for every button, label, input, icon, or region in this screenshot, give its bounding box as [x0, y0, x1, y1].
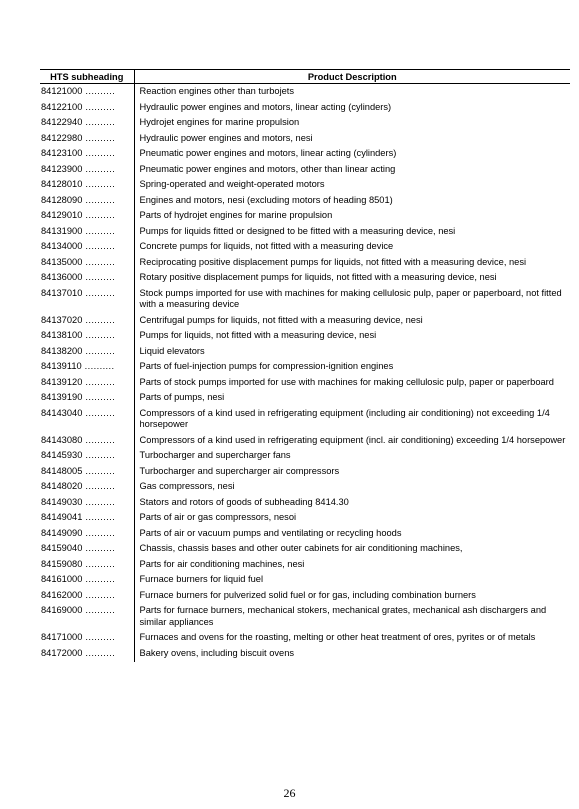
table-row	[40, 177, 570, 192]
leader-dots: ..........	[82, 605, 116, 616]
hts-code: 84129010	[41, 210, 83, 221]
table-row	[40, 239, 570, 254]
hts-code-cell	[40, 239, 134, 254]
leader-dots: ..........	[82, 376, 116, 387]
leader-dots: ..........	[82, 194, 116, 205]
hts-code-cell	[40, 587, 134, 602]
table-body	[40, 84, 570, 663]
table-header-row	[40, 70, 570, 84]
product-description: Parts of fuel-injection pumps for compression-ignition engines	[139, 361, 394, 372]
product-description: Stators and rotors of goods of subheading 8414.30	[139, 496, 349, 507]
product-description: Furnaces and ovens for the roasting, melting or other heat treatment of ores, pyrites or of metals	[139, 632, 536, 643]
product-description: Parts of pumps, nesi	[139, 392, 225, 403]
leader-dots: ..........	[82, 481, 116, 492]
hts-code: 84131900	[41, 225, 83, 236]
leader-dots: ..........	[82, 450, 116, 461]
table-row	[40, 479, 570, 494]
hts-code-cell	[40, 343, 134, 358]
leader-dots: ..........	[82, 392, 116, 403]
hts-code-cell	[40, 192, 134, 207]
table-row	[40, 343, 570, 358]
leader-dots: ..........	[82, 179, 116, 190]
hts-code-cell	[40, 312, 134, 327]
hts-code-cell	[40, 405, 134, 432]
hts-code: 84148005	[41, 465, 83, 476]
hts-code: 84159040	[41, 543, 83, 554]
hts-code-cell	[40, 161, 134, 176]
leader-dots: ..........	[82, 496, 116, 507]
table-row	[40, 541, 570, 556]
leader-dots: ..........	[82, 314, 116, 325]
leader-dots: ..........	[82, 210, 116, 221]
hts-code: 84139120	[41, 376, 83, 387]
hts-code-cell	[40, 448, 134, 463]
hts-code-cell	[40, 285, 134, 312]
table-row	[40, 603, 570, 630]
hts-code: 84135000	[41, 256, 83, 267]
hts-code: 84139190	[41, 392, 83, 403]
table-row	[40, 374, 570, 389]
leader-dots: ..........	[82, 330, 116, 341]
hts-code: 84159080	[41, 558, 83, 569]
leader-dots: ..........	[82, 527, 116, 538]
product-description: Hydraulic power engines and motors, nesi	[139, 132, 313, 143]
product-description: Rotary positive displacement pumps for liquids, not fitted with a measuring device, nesi	[139, 272, 497, 283]
table-row	[40, 587, 570, 602]
product-description: Turbocharger and supercharger fans	[139, 450, 291, 461]
table-row	[40, 556, 570, 571]
hts-code: 84123100	[41, 148, 83, 159]
hts-code-cell	[40, 556, 134, 571]
hts-code: 84171000	[41, 632, 83, 643]
table-row	[40, 285, 570, 312]
hts-code-cell	[40, 254, 134, 269]
hts-code-cell	[40, 99, 134, 114]
hts-code-cell	[40, 328, 134, 343]
leader-dots: ..........	[82, 345, 116, 356]
product-description: Pneumatic power engines and motors, linear acting (cylinders)	[139, 148, 397, 159]
hts-code: 84149030	[41, 496, 83, 507]
table-row	[40, 390, 570, 405]
hts-code-cell	[40, 479, 134, 494]
hts-code-cell	[40, 432, 134, 447]
product-description: Compressors of a kind used in refrigerating equipment (including air conditioning) not exceeding 1/4 horsepower	[139, 407, 550, 430]
hts-code-cell	[40, 510, 134, 525]
hts-code: 84138200	[41, 345, 83, 356]
product-description: Pneumatic power engines and motors, other than linear acting	[139, 163, 396, 174]
hts-code: 84139110	[41, 361, 82, 372]
leader-dots: ..........	[82, 647, 116, 658]
hts-code-cell	[40, 390, 134, 405]
product-description: Parts of air or vacuum pumps and ventilating or recycling hoods	[139, 527, 402, 538]
hts-code-cell	[40, 359, 134, 374]
hts-code-cell	[40, 115, 134, 130]
table-row	[40, 405, 570, 432]
product-description: Spring-operated and weight-operated motors	[139, 179, 325, 190]
leader-dots: ..........	[82, 512, 116, 523]
table-row	[40, 312, 570, 327]
product-description: Pumps for liquids fitted or designed to be fitted with a measuring device, nesi	[139, 225, 456, 236]
product-description: Furnace burners for liquid fuel	[139, 574, 264, 585]
leader-dots: ..........	[82, 407, 116, 418]
table-row	[40, 99, 570, 114]
table-row	[40, 494, 570, 509]
hts-code: 84122940	[41, 117, 83, 128]
hts-code: 84148020	[41, 481, 83, 492]
hts-code-cell	[40, 208, 134, 223]
hts-code: 84162000	[41, 589, 83, 600]
leader-dots: ..........	[82, 465, 116, 476]
product-description: Parts of air or gas compressors, nesoi	[139, 512, 297, 523]
leader-dots: ..........	[82, 256, 116, 267]
table-row	[40, 510, 570, 525]
leader-dots: ..........	[82, 574, 116, 585]
table-row	[40, 115, 570, 130]
hts-code-cell	[40, 603, 134, 630]
product-description: Stock pumps imported for use with machines for making cellulosic pulp, paper or paperboard, not fitted with a measuring device	[139, 287, 562, 310]
table-row	[40, 130, 570, 145]
product-description: Chassis, chassis bases and other outer cabinets for air conditioning machines,	[139, 543, 463, 554]
leader-dots: ..........	[82, 101, 116, 112]
hts-code: 84136000	[41, 272, 83, 283]
product-description: Liquid elevators	[139, 345, 205, 356]
hts-code: 84145930	[41, 450, 83, 461]
hts-code: 84172000	[41, 647, 83, 658]
hts-table	[40, 69, 570, 662]
product-description: Centrifugal pumps for liquids, not fitted with a measuring device, nesi	[139, 314, 423, 325]
table-row	[40, 192, 570, 207]
leader-dots: ..........	[82, 272, 116, 283]
product-description: Furnace burners for pulverized solid fuel or for gas, including combination burners	[139, 589, 476, 600]
product-description: Bakery ovens, including biscuit ovens	[139, 647, 295, 658]
table-row	[40, 84, 570, 100]
hts-code: 84128090	[41, 194, 83, 205]
hts-code-cell	[40, 374, 134, 389]
product-description: Compressors of a kind used in refrigerating equipment (incl. air conditioning) exceeding 1/4 horsepower	[139, 434, 566, 445]
hts-code-cell	[40, 541, 134, 556]
hts-code: 84123900	[41, 163, 83, 174]
leader-dots: ..........	[82, 589, 116, 600]
table-row	[40, 572, 570, 587]
leader-dots: ..........	[81, 361, 115, 372]
hts-code-cell	[40, 270, 134, 285]
hts-code: 84143040	[41, 407, 83, 418]
table-row	[40, 208, 570, 223]
table-row	[40, 645, 570, 662]
product-description: Concrete pumps for liquids, not fitted with a measuring device	[139, 241, 394, 252]
leader-dots: ..........	[82, 241, 116, 252]
hts-code: 84143080	[41, 434, 83, 445]
hts-code-cell	[40, 223, 134, 238]
hts-code: 84122980	[41, 132, 83, 143]
hts-code-cell	[40, 645, 134, 662]
hts-code-cell	[40, 494, 134, 509]
hts-code: 84137020	[41, 314, 83, 325]
product-description: Parts for furnace burners, mechanical stokers, mechanical grates, mechanical ash dischargers and similar appliances	[139, 605, 547, 627]
leader-dots: ..........	[82, 117, 116, 128]
product-description: Gas compressors, nesi	[139, 481, 235, 492]
hts-code: 84149090	[41, 527, 83, 538]
table-row	[40, 525, 570, 540]
table-row	[40, 630, 570, 645]
product-description: Reciprocating positive displacement pumps for liquids, not fitted with a measuring device, nesi	[139, 256, 527, 267]
product-description: Turbocharger and supercharger air compressors	[139, 465, 340, 476]
table-row	[40, 146, 570, 161]
column-header-product-description: Product Description	[134, 70, 570, 84]
leader-dots: ..........	[82, 225, 116, 236]
hts-code: 84161000	[41, 574, 83, 585]
table-row	[40, 432, 570, 447]
hts-code-cell	[40, 572, 134, 587]
hts-code-cell	[40, 177, 134, 192]
product-description: Hydraulic power engines and motors, linear acting (cylinders)	[139, 101, 392, 112]
hts-code: 84121000	[41, 86, 83, 97]
product-description: Parts of stock pumps imported for use with machines for making cellulosic pulp, paper or paperboard	[139, 376, 554, 387]
hts-code: 84122100	[41, 101, 83, 112]
product-description: Parts for air conditioning machines, nesi	[139, 558, 305, 569]
leader-dots: ..........	[82, 632, 116, 643]
table-row	[40, 328, 570, 343]
leader-dots: ..........	[82, 86, 116, 97]
hts-code: 84149041	[41, 512, 83, 523]
leader-dots: ..........	[82, 558, 116, 569]
hts-code-cell	[40, 630, 134, 645]
leader-dots: ..........	[82, 287, 116, 298]
hts-code-cell	[40, 130, 134, 145]
hts-code-cell	[40, 525, 134, 540]
table-row	[40, 161, 570, 176]
column-header-hts-subheading: HTS subheading	[40, 70, 134, 84]
page-number: 26	[283, 786, 296, 800]
product-description: Parts of hydrojet engines for marine propulsion	[139, 210, 333, 221]
hts-code: 84138100	[41, 330, 83, 341]
table-row	[40, 254, 570, 269]
hts-code: 84134000	[41, 241, 83, 252]
leader-dots: ..........	[82, 148, 116, 159]
leader-dots: ..........	[82, 163, 116, 174]
hts-code: 84137010	[41, 287, 83, 298]
table-row	[40, 359, 570, 374]
leader-dots: ..........	[82, 434, 116, 445]
table-row	[40, 463, 570, 478]
product-description: Pumps for liquids, not fitted with a measuring device, nesi	[139, 330, 377, 341]
leader-dots: ..........	[82, 132, 116, 143]
table-row	[40, 223, 570, 238]
product-description: Reaction engines other than turbojets	[139, 86, 295, 97]
table-row	[40, 270, 570, 285]
hts-code-cell	[40, 146, 134, 161]
hts-code: 84169000	[41, 605, 83, 616]
product-description: Hydrojet engines for marine propulsion	[139, 117, 300, 128]
hts-code-cell	[40, 84, 134, 100]
hts-code: 84128010	[41, 179, 83, 190]
leader-dots: ..........	[82, 543, 116, 554]
table-row	[40, 448, 570, 463]
product-description: Engines and motors, nesi (excluding motors of heading 8501)	[139, 194, 393, 205]
hts-code-cell	[40, 463, 134, 478]
